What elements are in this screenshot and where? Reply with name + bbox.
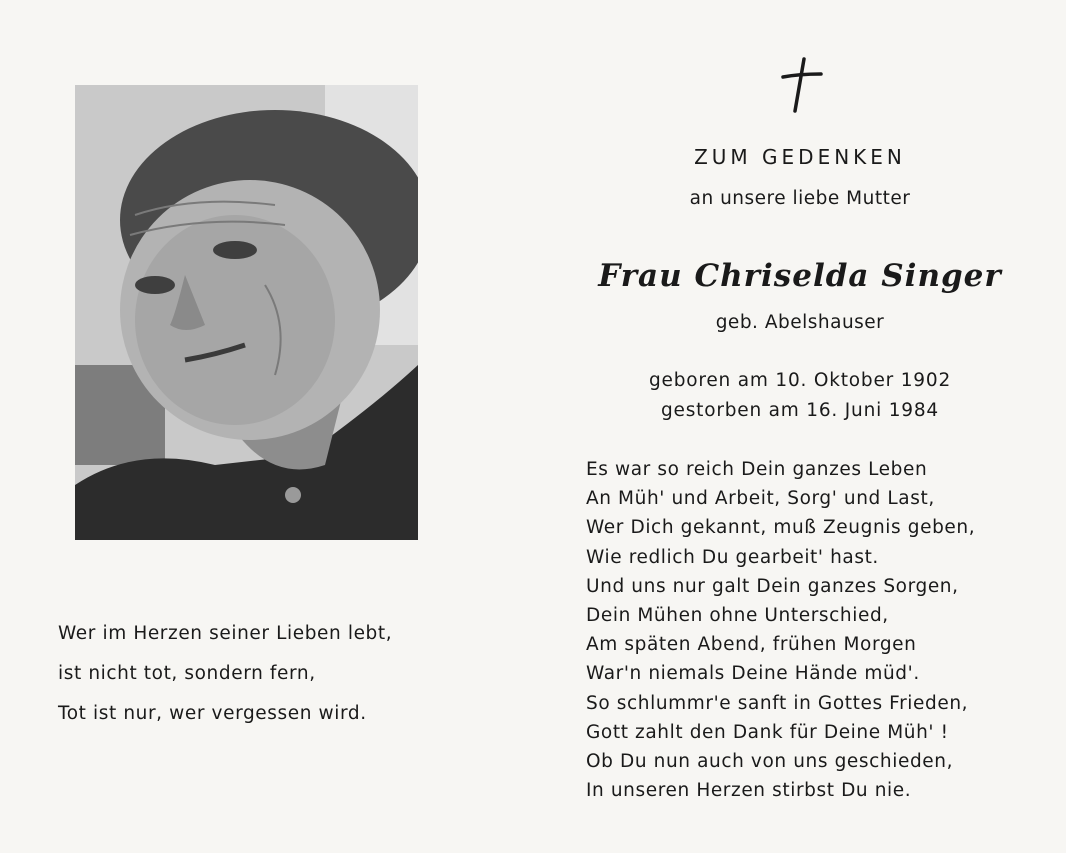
portrait-photo xyxy=(75,85,418,540)
poem-line: Wie redlich Du gearbeit' hast. xyxy=(586,546,879,568)
deceased-name: Frau Chriselda Singer xyxy=(598,258,1002,294)
death-date: gestorben am 16. Juni 1984 xyxy=(660,400,940,421)
poem-line: War'n niemals Deine Hände müd'. xyxy=(586,663,920,685)
poem-line: An Müh' und Arbeit, Sorg' und Last, xyxy=(586,488,935,510)
poem-line: Dein Mühen ohne Unterschied, xyxy=(586,605,889,627)
left-quote xyxy=(58,614,478,734)
poem-line: Es war so reich Dein ganzes Leben xyxy=(586,459,928,480)
maiden-name: geb. Abelshauser xyxy=(715,312,885,333)
poem-line: So schlummr'e sanft in Gottes Frieden, xyxy=(586,692,969,714)
poem-line: Gott zahlt den Dank für Deine Müh' ! xyxy=(586,721,949,743)
cross-icon xyxy=(777,55,827,115)
poem-line: Und uns nur galt Dein ganzes Sorgen, xyxy=(586,575,959,597)
quote-line: Wer im Herzen seiner Lieben lebt, xyxy=(58,623,393,644)
poem-line: Wer Dich gekannt, muß Zeugnis geben, xyxy=(586,517,976,539)
quote-line: Tot ist nur, wer vergessen wird. xyxy=(58,703,367,724)
poem-line: Ob Du nun auch von uns geschieden, xyxy=(586,751,954,773)
birth-date: geboren am 10. Oktober 1902 xyxy=(648,370,952,391)
memorial-heading: ZUM GEDENKEN xyxy=(694,145,906,169)
poem-line: Am späten Abend, frühen Morgen xyxy=(586,634,917,656)
memorial-subheading: an unsere liebe Mutter xyxy=(689,188,911,209)
poem-line: In unseren Herzen stirbst Du nie. xyxy=(586,780,912,802)
portrait-illustration xyxy=(75,85,418,540)
quote-line: ist nicht tot, sondern fern, xyxy=(58,663,316,684)
memorial-poem xyxy=(586,455,1046,805)
